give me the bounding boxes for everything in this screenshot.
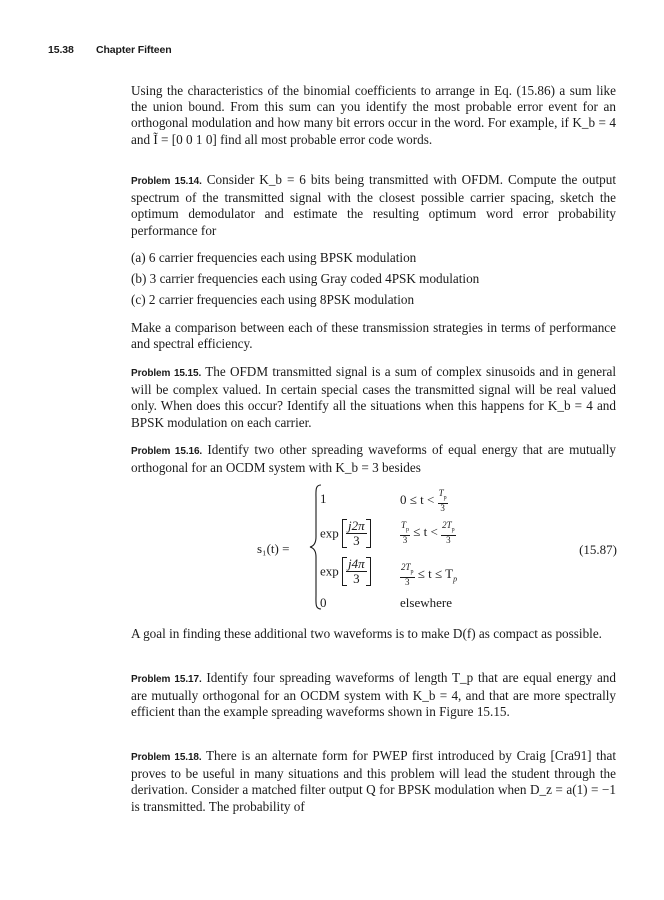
problem-label: Problem 15.14.	[131, 176, 202, 187]
page-header	[48, 44, 172, 56]
problem-text: Identify two other spreading waveforms of equal energy that are mutually orthogonal for an OCDM system with K_b = 3 besides	[131, 442, 616, 476]
chapter-title: Chapter Fifteen	[96, 44, 172, 56]
frac-tp-over-3: $\frac{T_p}{3}$	[438, 488, 447, 513]
case1-value: 1	[320, 491, 327, 506]
case4-value: 0	[320, 595, 327, 610]
equation-number: (15.87)	[579, 542, 617, 557]
problem-text: The OFDM transmitted signal is a sum of complex sinusoids and in general will be complex valued. In certain special cases the transmitted signal will be real valued only. When does this occur? Identify all the situations when this happens for K_b = 4 and BPSK modulation on each carrier.	[131, 364, 616, 430]
equation-lhs: s₁(t) =	[257, 541, 290, 556]
page-number: 15.38	[48, 44, 74, 56]
equation-15-87	[257, 483, 617, 613]
problem-label: Problem 15.16.	[131, 446, 203, 457]
case2-value: exp $\frac{j2\pi}{3}$	[320, 519, 371, 548]
problem-15-16	[131, 442, 616, 476]
case2-condition: $\frac{T_p}{3}$ ≤ t < $\frac{2T_p}{3}$	[401, 520, 455, 545]
problem-label: Problem 15.18.	[131, 752, 202, 763]
problem-15-15	[131, 364, 616, 431]
intro-paragraph: Using the characteristics of the binomial coefficients to arrange in Eq. (15.86) a sum like the union bound. From this sum can you identify the most probable error event for an orthogonal modulation and how many bit errors occur in the word. For example, if K_b = 4 and Ĩ = [0 0 1 0] find all most probable error code words.	[131, 83, 616, 147]
problem-15-17	[131, 670, 616, 721]
problem-text: There is an alternate form for PWEP first introduced by Craig [Cra91] that proves to be useful in many situations and this problem will lead the student through the derivation. Consider a matched filter output Q for BPSK modulation when D_z = a(1) = −1 is transmitted. The probability of	[131, 748, 616, 814]
problem-15-18	[131, 748, 616, 815]
problem-15-16-goal: A goal in finding these additional two waveforms is to make D(f) as compact as possible.	[131, 626, 602, 641]
case3-condition: $\frac{2T_p}{3}$ ≤ $t \le T_p$	[401, 562, 458, 587]
case1-condition: 0 ≤ t < $\frac{T_p}{3}$	[400, 488, 447, 513]
list-item: (b) 3 carrier frequencies each using Gray coded 4PSK modulation	[131, 271, 480, 286]
list-item: (a) 6 carrier frequencies each using BPSK modulation	[131, 250, 417, 265]
problem-text: Consider K_b = 6 bits being transmitted with OFDM. Compute the output spectrum of the transmitted signal with the closest possible carrier spacing, sketch the optimum demodulator and estimate the resulting optimum word error probability performance for	[131, 172, 617, 238]
case3-value: exp $\frac{j4\pi}{3}$	[320, 557, 371, 586]
problem-15-14-comparison: Make a comparison between each of these transmission strategies in terms of performance and spectral efficiency.	[131, 320, 616, 352]
problem-text: Identify four spreading waveforms of length T_p that are equal energy and are mutually orthogonal for an OCDM system with K_b = 4, and that are more spectrally efficient than the example spreading waveforms shown in Figure 15.15.	[131, 670, 616, 720]
problem-label: Problem 15.17.	[131, 674, 202, 685]
list-item: (c) 2 carrier frequencies each using 8PSK modulation	[131, 292, 415, 307]
problem-15-14	[131, 172, 616, 239]
case4-condition: elsewhere	[400, 595, 452, 610]
problem-label: Problem 15.15.	[131, 368, 202, 379]
